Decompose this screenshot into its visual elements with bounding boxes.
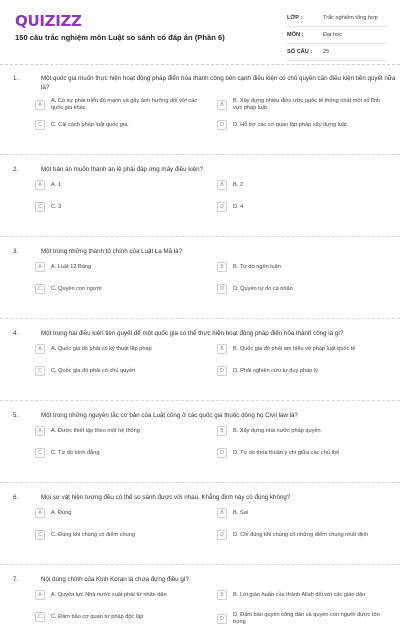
meta-row-count: [287, 44, 387, 61]
option-c[interactable]: [35, 202, 205, 212]
meta-row-subject: [287, 27, 387, 44]
option-letter-badge: A: [35, 590, 45, 600]
meta-value: Trắc nghiệm tổng hợp: [323, 15, 378, 21]
options: [35, 180, 390, 228]
option-text: A. Có sự phát triển đủ mạnh và gây ảnh hưởng đối với các quốc gia khác.: [51, 98, 198, 111]
option-text: A. Quốc gia đó phải có kỹ thuật lập pháp: [51, 345, 152, 352]
option-letter-badge: D: [217, 530, 227, 540]
option-text: D. Chỉ đúng khi chúng có những điểm chung nhất định: [233, 531, 369, 538]
meta-box: [287, 10, 387, 61]
option-b[interactable]: [217, 180, 387, 190]
option-text: D. Đảm bảo quyền công dân và quyền con người được tôn trọng: [233, 612, 380, 625]
meta-label: SỐ CÂU :: [287, 49, 313, 55]
question-list: [0, 74, 400, 638]
option-letter-badge: A: [35, 508, 45, 518]
option-text: A. Quyền lực Nhà nước xuất phát từ nhân dân: [51, 591, 167, 598]
option-text: D. Hỗ trợ các cơ quan lập pháp xây dựng luật.: [233, 121, 349, 128]
meta-value: 25: [323, 49, 330, 55]
option-letter-badge: A: [35, 344, 45, 354]
option-d[interactable]: [217, 530, 387, 540]
option-text: B. Xây dựng nhiều điều ước quốc tế thống nhất một số lĩnh vực pháp luật.: [233, 98, 381, 111]
header: [0, 0, 400, 64]
question-divider: [0, 318, 400, 319]
header-divider: [0, 64, 400, 65]
meta-label: MÔN :: [287, 32, 304, 38]
question-divider: [0, 564, 400, 565]
option-letter-badge: C: [35, 612, 45, 622]
question-text: Một bản án muốn thành án lệ phải đáp ứng mấy điều kiện?: [41, 166, 204, 173]
question-number: 6.: [13, 494, 19, 501]
question-number: 1.: [13, 75, 19, 82]
question-divider: [0, 400, 400, 401]
option-text: C. Quyền con người: [51, 285, 102, 292]
option-text: B. Quốc gia đó phải am hiểu về pháp luật quốc tế: [233, 345, 356, 352]
option-letter-badge: B: [217, 180, 227, 190]
option-b[interactable]: [217, 508, 387, 518]
question-4: [0, 329, 400, 401]
option-letter-badge: B: [217, 590, 227, 600]
question-text: Nội dung chính của Kinh Koran là chứa đựng điều gì?: [41, 576, 189, 583]
question-divider: [0, 482, 400, 483]
option-text: D. Tự do thỏa thuận ý chí giữa các chủ thể: [233, 449, 340, 456]
option-letter-badge: A: [35, 100, 45, 110]
option-b[interactable]: [217, 98, 387, 112]
meta-label: LỚP :: [287, 15, 303, 21]
option-d[interactable]: [217, 366, 387, 376]
question-divider: [0, 236, 400, 237]
option-d[interactable]: [217, 448, 387, 458]
question-7: [0, 575, 400, 638]
option-text: A. Được thiết lập theo một hệ thống: [51, 427, 140, 434]
question-5: [0, 411, 400, 483]
option-a[interactable]: [35, 590, 205, 600]
question-text: Một trong những thành tố chính của Luật La Mã là?: [41, 248, 183, 255]
question-text: Một trong những nguyên tắc cơ bản của Luật công ở các quốc gia thuộc dòng họ Civil law là?: [41, 412, 298, 419]
page-title: 150 câu trắc nghiệm môn Luật so sánh có đáp án (Phần 6): [15, 33, 225, 42]
question-text: Một quốc gia muốn thực hiện hoạt động pháp điển hóa thành công bên cạnh điều kiện có chủ quyền cần điều kiện tiên quyết nữa là?: [41, 75, 396, 91]
options: [35, 508, 390, 556]
option-d[interactable]: [217, 284, 387, 294]
question-text: Một trong hai điều kiện tiên quyết để một quốc gia có thể thực hiện hoạt động pháp điển hóa thành công là gì?: [41, 330, 344, 337]
option-b[interactable]: [217, 262, 387, 272]
question-6: [0, 493, 400, 565]
question-number: 4.: [13, 330, 19, 337]
option-c[interactable]: [35, 612, 205, 622]
option-text: A. 1: [51, 181, 61, 188]
question-3: [0, 247, 400, 319]
option-letter-badge: D: [217, 202, 227, 212]
option-letter-badge: B: [217, 426, 227, 436]
option-a[interactable]: [35, 180, 205, 190]
question-1: [0, 74, 400, 155]
option-c[interactable]: [35, 284, 205, 294]
quizizz-logo: QUIZIZZ: [15, 12, 82, 30]
option-letter-badge: D: [217, 448, 227, 458]
option-letter-badge: C: [35, 284, 45, 294]
option-b[interactable]: [217, 426, 387, 436]
question-number: 2.: [13, 166, 19, 173]
question-number: 3.: [13, 248, 19, 255]
option-a[interactable]: [35, 508, 205, 518]
option-letter-badge: A: [35, 426, 45, 436]
option-text: B. Lời giáo huấn của thánh Allah đối với các giáo dân: [233, 591, 366, 598]
option-text: C. Đảm bảo cơ quan tư pháp độc lập: [51, 613, 144, 620]
option-letter-badge: C: [35, 366, 45, 376]
question-divider: [0, 154, 400, 155]
meta-row-class: [287, 10, 387, 27]
option-text: D. 4: [233, 203, 244, 210]
option-letter-badge: D: [217, 366, 227, 376]
option-letter-badge: C: [35, 120, 45, 130]
option-letter-badge: B: [217, 262, 227, 272]
question-number: 5.: [13, 412, 19, 419]
option-b[interactable]: [217, 344, 387, 354]
option-text: D. Phải nghiên cứu tư duy pháp lý: [233, 367, 318, 374]
option-c[interactable]: [35, 530, 205, 540]
question-number: 7.: [13, 576, 19, 583]
option-b[interactable]: [217, 590, 387, 600]
option-d[interactable]: [217, 120, 387, 130]
option-a[interactable]: [35, 262, 205, 272]
option-letter-badge: C: [35, 530, 45, 540]
option-letter-badge: A: [35, 262, 45, 272]
option-text: C. Quốc gia đó phải có chủ quyền: [51, 367, 136, 374]
option-a[interactable]: [35, 426, 205, 436]
option-text: C. Tự do bình đẳng: [51, 449, 100, 456]
option-a[interactable]: [35, 98, 205, 112]
options: [35, 98, 390, 146]
option-letter-badge: D: [217, 120, 227, 130]
option-text: A. Luật 12 Bảng: [51, 263, 92, 270]
option-letter-badge: B: [217, 100, 227, 110]
options: [35, 344, 390, 392]
option-text: B. Xây dựng nhà nước pháp quyền: [233, 427, 321, 434]
option-text: C. Đúng khi chúng có điểm chung: [51, 531, 135, 538]
option-d[interactable]: [217, 202, 387, 212]
option-text: B. Tự do ngôn luận: [233, 263, 281, 270]
question-text: Mọi sự vật hiện tượng đều có thể so sánh được với nhau. Khẳng định này có đúng không?: [41, 494, 291, 501]
option-text: B. 2: [233, 181, 243, 188]
option-text: D. Quyền tự do cá nhân: [233, 285, 293, 292]
option-text: C. 3: [51, 203, 62, 210]
options: [35, 426, 390, 474]
option-letter-badge: C: [35, 448, 45, 458]
option-letter-badge: B: [217, 508, 227, 518]
option-text: B. Sai: [233, 509, 248, 516]
option-c[interactable]: [35, 366, 205, 376]
options: [35, 590, 390, 638]
option-a[interactable]: [35, 344, 205, 354]
option-letter-badge: C: [35, 202, 45, 212]
option-letter-badge: D: [217, 284, 227, 294]
option-d[interactable]: [217, 612, 387, 626]
option-letter-badge: D: [217, 614, 227, 624]
option-letter-badge: A: [35, 180, 45, 190]
option-letter-badge: B: [217, 344, 227, 354]
option-c[interactable]: [35, 448, 205, 458]
question-2: [0, 165, 400, 237]
meta-value: Đại học: [323, 32, 342, 38]
options: [35, 262, 390, 310]
option-c[interactable]: [35, 120, 205, 130]
option-text: C. Cải cách pháp luật quốc gia.: [51, 121, 129, 128]
option-text: A. Đúng: [51, 509, 72, 516]
